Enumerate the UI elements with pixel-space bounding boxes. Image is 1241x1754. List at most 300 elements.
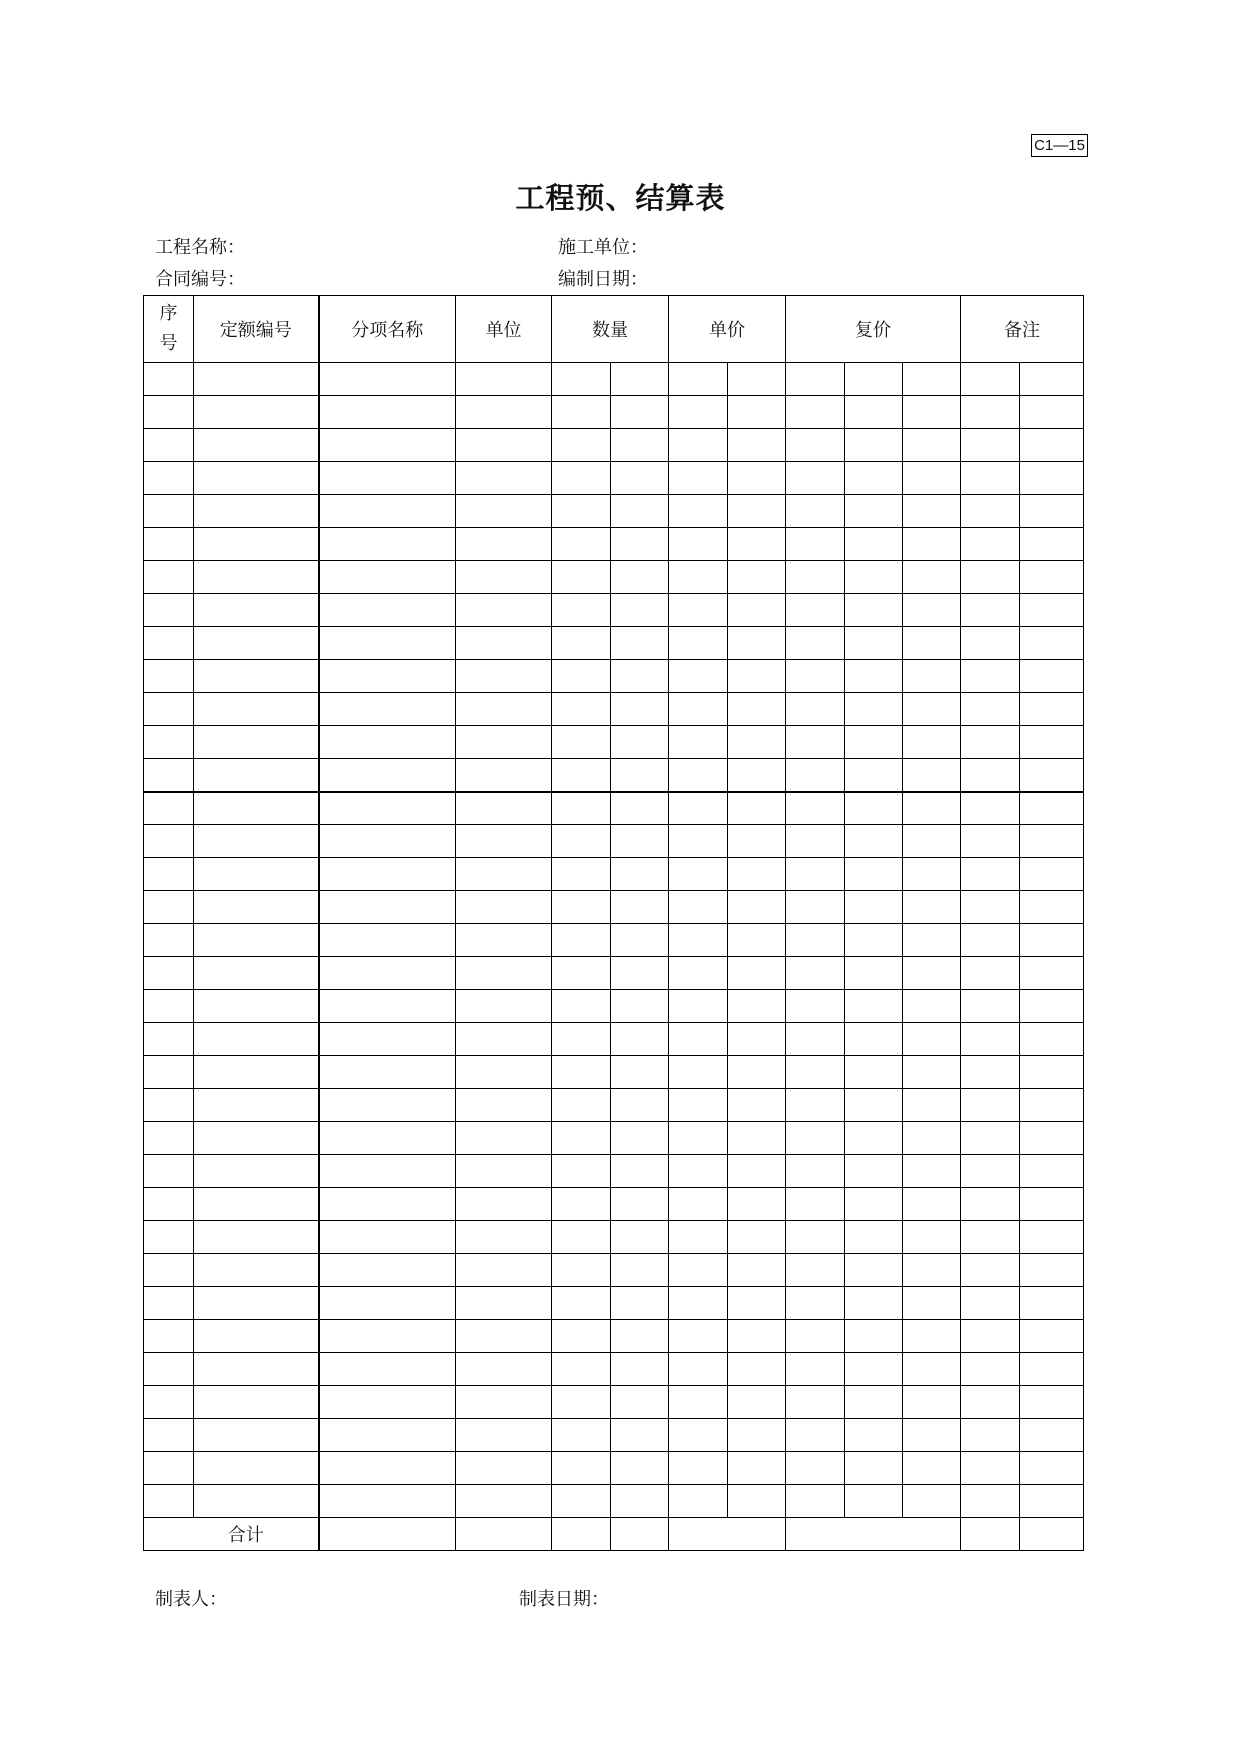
table-cell[interactable] — [144, 1452, 194, 1485]
table-cell[interactable] — [669, 1056, 728, 1089]
table-cell[interactable] — [903, 726, 961, 759]
table-cell[interactable] — [669, 1221, 728, 1254]
table-cell[interactable] — [961, 1386, 1020, 1419]
table-cell[interactable] — [194, 1089, 319, 1122]
table-cell[interactable] — [144, 825, 194, 858]
table-cell[interactable] — [845, 528, 903, 561]
table-cell[interactable] — [728, 660, 786, 693]
table-cell[interactable] — [1020, 1023, 1084, 1056]
table-cell[interactable] — [611, 990, 669, 1023]
table-cell[interactable] — [845, 858, 903, 891]
table-cell[interactable] — [845, 990, 903, 1023]
table-cell[interactable] — [669, 363, 728, 396]
table-cell[interactable] — [845, 561, 903, 594]
table-cell[interactable] — [144, 594, 194, 627]
table-cell[interactable] — [1020, 1122, 1084, 1155]
total-unit-cell[interactable] — [456, 1518, 552, 1551]
table-cell[interactable] — [786, 429, 845, 462]
table-cell[interactable] — [194, 924, 319, 957]
table-cell[interactable] — [552, 792, 611, 825]
table-cell[interactable] — [611, 1419, 669, 1452]
table-cell[interactable] — [1020, 1254, 1084, 1287]
table-cell[interactable] — [786, 627, 845, 660]
table-cell[interactable] — [961, 363, 1020, 396]
table-cell[interactable] — [319, 1089, 456, 1122]
table-cell[interactable] — [552, 1254, 611, 1287]
table-cell[interactable] — [194, 363, 319, 396]
table-cell[interactable] — [611, 1353, 669, 1386]
table-cell[interactable] — [728, 825, 786, 858]
table-cell[interactable] — [728, 1122, 786, 1155]
table-cell[interactable] — [456, 1089, 552, 1122]
table-cell[interactable] — [961, 1023, 1020, 1056]
table-cell[interactable] — [456, 1452, 552, 1485]
table-cell[interactable] — [194, 528, 319, 561]
table-cell[interactable] — [903, 924, 961, 957]
table-cell[interactable] — [319, 1353, 456, 1386]
total-quantity-cell-2[interactable] — [611, 1518, 669, 1551]
table-cell[interactable] — [611, 1452, 669, 1485]
table-cell[interactable] — [611, 891, 669, 924]
table-cell[interactable] — [669, 660, 728, 693]
table-cell[interactable] — [669, 495, 728, 528]
table-cell[interactable] — [319, 792, 456, 825]
table-cell[interactable] — [1020, 627, 1084, 660]
table-cell[interactable] — [845, 1089, 903, 1122]
table-cell[interactable] — [194, 1122, 319, 1155]
total-unit-price-cell[interactable] — [669, 1518, 786, 1551]
table-cell[interactable] — [611, 1155, 669, 1188]
table-cell[interactable] — [456, 858, 552, 891]
table-cell[interactable] — [728, 1485, 786, 1518]
table-cell[interactable] — [194, 495, 319, 528]
table-cell[interactable] — [903, 1452, 961, 1485]
table-cell[interactable] — [786, 1452, 845, 1485]
table-cell[interactable] — [845, 594, 903, 627]
table-cell[interactable] — [144, 627, 194, 660]
table-cell[interactable] — [319, 1122, 456, 1155]
table-cell[interactable] — [144, 1023, 194, 1056]
table-cell[interactable] — [786, 759, 845, 792]
table-cell[interactable] — [456, 660, 552, 693]
table-cell[interactable] — [1020, 363, 1084, 396]
table-cell[interactable] — [961, 1419, 1020, 1452]
table-cell[interactable] — [786, 891, 845, 924]
table-cell[interactable] — [786, 693, 845, 726]
table-cell[interactable] — [786, 1419, 845, 1452]
table-cell[interactable] — [194, 594, 319, 627]
table-cell[interactable] — [903, 1188, 961, 1221]
table-cell[interactable] — [845, 1056, 903, 1089]
table-cell[interactable] — [552, 1485, 611, 1518]
table-cell[interactable] — [611, 1023, 669, 1056]
table-cell[interactable] — [194, 858, 319, 891]
table-cell[interactable] — [728, 429, 786, 462]
table-cell[interactable] — [144, 363, 194, 396]
table-cell[interactable] — [1020, 1485, 1084, 1518]
table-cell[interactable] — [669, 693, 728, 726]
table-cell[interactable] — [1020, 957, 1084, 990]
table-cell[interactable] — [1020, 759, 1084, 792]
table-cell[interactable] — [1020, 1188, 1084, 1221]
table-cell[interactable] — [319, 891, 456, 924]
table-cell[interactable] — [845, 924, 903, 957]
table-cell[interactable] — [845, 1452, 903, 1485]
table-cell[interactable] — [319, 462, 456, 495]
total-item-name-cell[interactable] — [319, 1518, 456, 1551]
table-cell[interactable] — [194, 1056, 319, 1089]
table-cell[interactable] — [144, 1386, 194, 1419]
table-cell[interactable] — [552, 495, 611, 528]
table-cell[interactable] — [552, 1122, 611, 1155]
table-cell[interactable] — [319, 1452, 456, 1485]
table-cell[interactable] — [144, 759, 194, 792]
table-cell[interactable] — [961, 1122, 1020, 1155]
table-cell[interactable] — [144, 858, 194, 891]
table-cell[interactable] — [786, 792, 845, 825]
table-cell[interactable] — [319, 429, 456, 462]
table-cell[interactable] — [786, 363, 845, 396]
table-cell[interactable] — [903, 1287, 961, 1320]
table-cell[interactable] — [611, 660, 669, 693]
table-cell[interactable] — [728, 1320, 786, 1353]
table-cell[interactable] — [786, 924, 845, 957]
table-cell[interactable] — [194, 1386, 319, 1419]
table-cell[interactable] — [319, 660, 456, 693]
table-cell[interactable] — [961, 528, 1020, 561]
table-cell[interactable] — [194, 1155, 319, 1188]
table-cell[interactable] — [194, 1419, 319, 1452]
table-cell[interactable] — [456, 594, 552, 627]
table-cell[interactable] — [144, 726, 194, 759]
table-cell[interactable] — [786, 396, 845, 429]
table-cell[interactable] — [144, 891, 194, 924]
table-cell[interactable] — [903, 957, 961, 990]
table-cell[interactable] — [611, 759, 669, 792]
table-cell[interactable] — [903, 693, 961, 726]
table-cell[interactable] — [728, 561, 786, 594]
table-cell[interactable] — [786, 660, 845, 693]
table-cell[interactable] — [961, 990, 1020, 1023]
table-cell[interactable] — [961, 660, 1020, 693]
table-cell[interactable] — [728, 792, 786, 825]
table-cell[interactable] — [1020, 1056, 1084, 1089]
table-cell[interactable] — [728, 627, 786, 660]
table-cell[interactable] — [961, 1353, 1020, 1386]
table-cell[interactable] — [903, 1386, 961, 1419]
table-cell[interactable] — [903, 1155, 961, 1188]
table-cell[interactable] — [552, 1023, 611, 1056]
table-cell[interactable] — [1020, 1386, 1084, 1419]
table-cell[interactable] — [669, 1452, 728, 1485]
total-quantity-cell-1[interactable] — [552, 1518, 611, 1551]
table-cell[interactable] — [728, 1221, 786, 1254]
table-cell[interactable] — [456, 1353, 552, 1386]
table-cell[interactable] — [456, 1155, 552, 1188]
table-cell[interactable] — [728, 1353, 786, 1386]
table-cell[interactable] — [845, 462, 903, 495]
table-cell[interactable] — [903, 792, 961, 825]
table-cell[interactable] — [319, 1485, 456, 1518]
table-cell[interactable] — [1020, 462, 1084, 495]
table-cell[interactable] — [319, 990, 456, 1023]
table-cell[interactable] — [319, 396, 456, 429]
table-cell[interactable] — [961, 726, 1020, 759]
table-cell[interactable] — [786, 1155, 845, 1188]
table-cell[interactable] — [456, 396, 552, 429]
table-cell[interactable] — [552, 660, 611, 693]
table-cell[interactable] — [728, 594, 786, 627]
table-cell[interactable] — [456, 1320, 552, 1353]
table-cell[interactable] — [611, 363, 669, 396]
table-cell[interactable] — [552, 891, 611, 924]
table-cell[interactable] — [144, 1287, 194, 1320]
table-cell[interactable] — [728, 1188, 786, 1221]
table-cell[interactable] — [456, 561, 552, 594]
table-cell[interactable] — [903, 1122, 961, 1155]
table-cell[interactable] — [456, 891, 552, 924]
table-cell[interactable] — [1020, 924, 1084, 957]
table-cell[interactable] — [961, 1320, 1020, 1353]
table-cell[interactable] — [611, 1089, 669, 1122]
table-cell[interactable] — [728, 858, 786, 891]
table-cell[interactable] — [669, 759, 728, 792]
table-cell[interactable] — [786, 1122, 845, 1155]
table-cell[interactable] — [456, 1287, 552, 1320]
table-cell[interactable] — [903, 1056, 961, 1089]
table-cell[interactable] — [456, 429, 552, 462]
table-cell[interactable] — [194, 1287, 319, 1320]
table-cell[interactable] — [961, 825, 1020, 858]
table-cell[interactable] — [845, 627, 903, 660]
table-cell[interactable] — [786, 1386, 845, 1419]
table-cell[interactable] — [319, 627, 456, 660]
table-cell[interactable] — [786, 858, 845, 891]
table-cell[interactable] — [144, 792, 194, 825]
table-cell[interactable] — [144, 1485, 194, 1518]
table-cell[interactable] — [786, 561, 845, 594]
table-cell[interactable] — [786, 1221, 845, 1254]
table-cell[interactable] — [961, 858, 1020, 891]
table-cell[interactable] — [1020, 1287, 1084, 1320]
table-cell[interactable] — [319, 1419, 456, 1452]
table-cell[interactable] — [611, 1386, 669, 1419]
table-cell[interactable] — [845, 429, 903, 462]
table-cell[interactable] — [961, 1485, 1020, 1518]
table-cell[interactable] — [728, 462, 786, 495]
table-cell[interactable] — [728, 396, 786, 429]
table-cell[interactable] — [669, 1353, 728, 1386]
table-cell[interactable] — [903, 660, 961, 693]
table-cell[interactable] — [144, 1419, 194, 1452]
table-cell[interactable] — [1020, 693, 1084, 726]
table-cell[interactable] — [552, 1221, 611, 1254]
table-cell[interactable] — [961, 792, 1020, 825]
table-cell[interactable] — [903, 594, 961, 627]
table-cell[interactable] — [194, 726, 319, 759]
table-cell[interactable] — [144, 1320, 194, 1353]
table-cell[interactable] — [194, 1485, 319, 1518]
table-cell[interactable] — [611, 594, 669, 627]
total-remarks-cell-2[interactable] — [1020, 1518, 1084, 1551]
table-cell[interactable] — [786, 462, 845, 495]
table-cell[interactable] — [144, 924, 194, 957]
table-cell[interactable] — [144, 396, 194, 429]
table-cell[interactable] — [903, 891, 961, 924]
table-cell[interactable] — [456, 1254, 552, 1287]
table-cell[interactable] — [552, 1056, 611, 1089]
table-cell[interactable] — [1020, 660, 1084, 693]
table-cell[interactable] — [669, 462, 728, 495]
table-cell[interactable] — [961, 693, 1020, 726]
table-cell[interactable] — [456, 1188, 552, 1221]
table-cell[interactable] — [1020, 858, 1084, 891]
table-cell[interactable] — [669, 825, 728, 858]
table-cell[interactable] — [845, 1320, 903, 1353]
table-cell[interactable] — [1020, 594, 1084, 627]
table-cell[interactable] — [669, 1254, 728, 1287]
table-cell[interactable] — [669, 792, 728, 825]
table-cell[interactable] — [669, 1320, 728, 1353]
table-cell[interactable] — [456, 825, 552, 858]
table-cell[interactable] — [194, 429, 319, 462]
table-cell[interactable] — [319, 726, 456, 759]
table-cell[interactable] — [1020, 561, 1084, 594]
table-cell[interactable] — [144, 660, 194, 693]
table-cell[interactable] — [845, 1287, 903, 1320]
table-cell[interactable] — [194, 1320, 319, 1353]
table-cell[interactable] — [611, 561, 669, 594]
table-cell[interactable] — [845, 1023, 903, 1056]
table-cell[interactable] — [903, 1023, 961, 1056]
table-cell[interactable] — [552, 1353, 611, 1386]
table-cell[interactable] — [903, 1254, 961, 1287]
table-cell[interactable] — [903, 495, 961, 528]
table-cell[interactable] — [319, 693, 456, 726]
table-cell[interactable] — [194, 396, 319, 429]
table-cell[interactable] — [728, 1023, 786, 1056]
table-cell[interactable] — [961, 462, 1020, 495]
table-cell[interactable] — [1020, 726, 1084, 759]
table-cell[interactable] — [456, 990, 552, 1023]
table-cell[interactable] — [194, 1221, 319, 1254]
table-cell[interactable] — [786, 1287, 845, 1320]
table-cell[interactable] — [903, 1221, 961, 1254]
table-cell[interactable] — [552, 561, 611, 594]
table-cell[interactable] — [194, 627, 319, 660]
table-cell[interactable] — [1020, 1221, 1084, 1254]
table-cell[interactable] — [144, 990, 194, 1023]
table-cell[interactable] — [194, 825, 319, 858]
table-cell[interactable] — [194, 462, 319, 495]
table-cell[interactable] — [786, 1320, 845, 1353]
table-cell[interactable] — [845, 1155, 903, 1188]
table-cell[interactable] — [611, 693, 669, 726]
table-cell[interactable] — [961, 1188, 1020, 1221]
table-cell[interactable] — [319, 1221, 456, 1254]
table-cell[interactable] — [961, 1287, 1020, 1320]
table-cell[interactable] — [728, 1386, 786, 1419]
table-cell[interactable] — [1020, 1353, 1084, 1386]
table-cell[interactable] — [728, 759, 786, 792]
table-cell[interactable] — [456, 759, 552, 792]
table-cell[interactable] — [319, 759, 456, 792]
table-cell[interactable] — [552, 594, 611, 627]
table-cell[interactable] — [728, 1089, 786, 1122]
table-cell[interactable] — [903, 1485, 961, 1518]
table-cell[interactable] — [194, 1452, 319, 1485]
total-remarks-cell-1[interactable] — [961, 1518, 1020, 1551]
table-cell[interactable] — [961, 429, 1020, 462]
table-cell[interactable] — [669, 561, 728, 594]
table-cell[interactable] — [903, 1089, 961, 1122]
table-cell[interactable] — [1020, 528, 1084, 561]
table-cell[interactable] — [611, 528, 669, 561]
table-cell[interactable] — [728, 957, 786, 990]
table-cell[interactable] — [611, 1320, 669, 1353]
table-cell[interactable] — [728, 891, 786, 924]
table-cell[interactable] — [552, 924, 611, 957]
table-cell[interactable] — [728, 1056, 786, 1089]
table-cell[interactable] — [194, 759, 319, 792]
table-cell[interactable] — [611, 1254, 669, 1287]
table-cell[interactable] — [1020, 1320, 1084, 1353]
table-cell[interactable] — [786, 1023, 845, 1056]
table-cell[interactable] — [456, 1056, 552, 1089]
table-cell[interactable] — [194, 891, 319, 924]
table-cell[interactable] — [456, 1419, 552, 1452]
table-cell[interactable] — [611, 825, 669, 858]
table-cell[interactable] — [194, 693, 319, 726]
table-cell[interactable] — [319, 924, 456, 957]
table-cell[interactable] — [961, 1254, 1020, 1287]
table-cell[interactable] — [611, 1287, 669, 1320]
table-cell[interactable] — [903, 990, 961, 1023]
table-cell[interactable] — [961, 1221, 1020, 1254]
table-cell[interactable] — [903, 528, 961, 561]
table-cell[interactable] — [144, 1089, 194, 1122]
table-cell[interactable] — [611, 924, 669, 957]
table-cell[interactable] — [845, 1254, 903, 1287]
table-cell[interactable] — [611, 429, 669, 462]
table-cell[interactable] — [194, 957, 319, 990]
table-cell[interactable] — [1020, 1452, 1084, 1485]
table-cell[interactable] — [845, 1419, 903, 1452]
table-cell[interactable] — [144, 1221, 194, 1254]
table-cell[interactable] — [786, 1485, 845, 1518]
table-cell[interactable] — [669, 1419, 728, 1452]
table-cell[interactable] — [786, 1056, 845, 1089]
table-cell[interactable] — [611, 858, 669, 891]
table-cell[interactable] — [319, 825, 456, 858]
table-cell[interactable] — [903, 561, 961, 594]
table-cell[interactable] — [845, 825, 903, 858]
table-cell[interactable] — [552, 957, 611, 990]
table-cell[interactable] — [845, 660, 903, 693]
table-cell[interactable] — [144, 957, 194, 990]
table-cell[interactable] — [728, 990, 786, 1023]
table-cell[interactable] — [669, 891, 728, 924]
table-cell[interactable] — [552, 825, 611, 858]
table-cell[interactable] — [845, 1353, 903, 1386]
table-cell[interactable] — [903, 363, 961, 396]
table-cell[interactable] — [845, 957, 903, 990]
table-cell[interactable] — [319, 957, 456, 990]
table-cell[interactable] — [144, 462, 194, 495]
table-cell[interactable] — [319, 1023, 456, 1056]
table-cell[interactable] — [319, 561, 456, 594]
table-cell[interactable] — [845, 726, 903, 759]
